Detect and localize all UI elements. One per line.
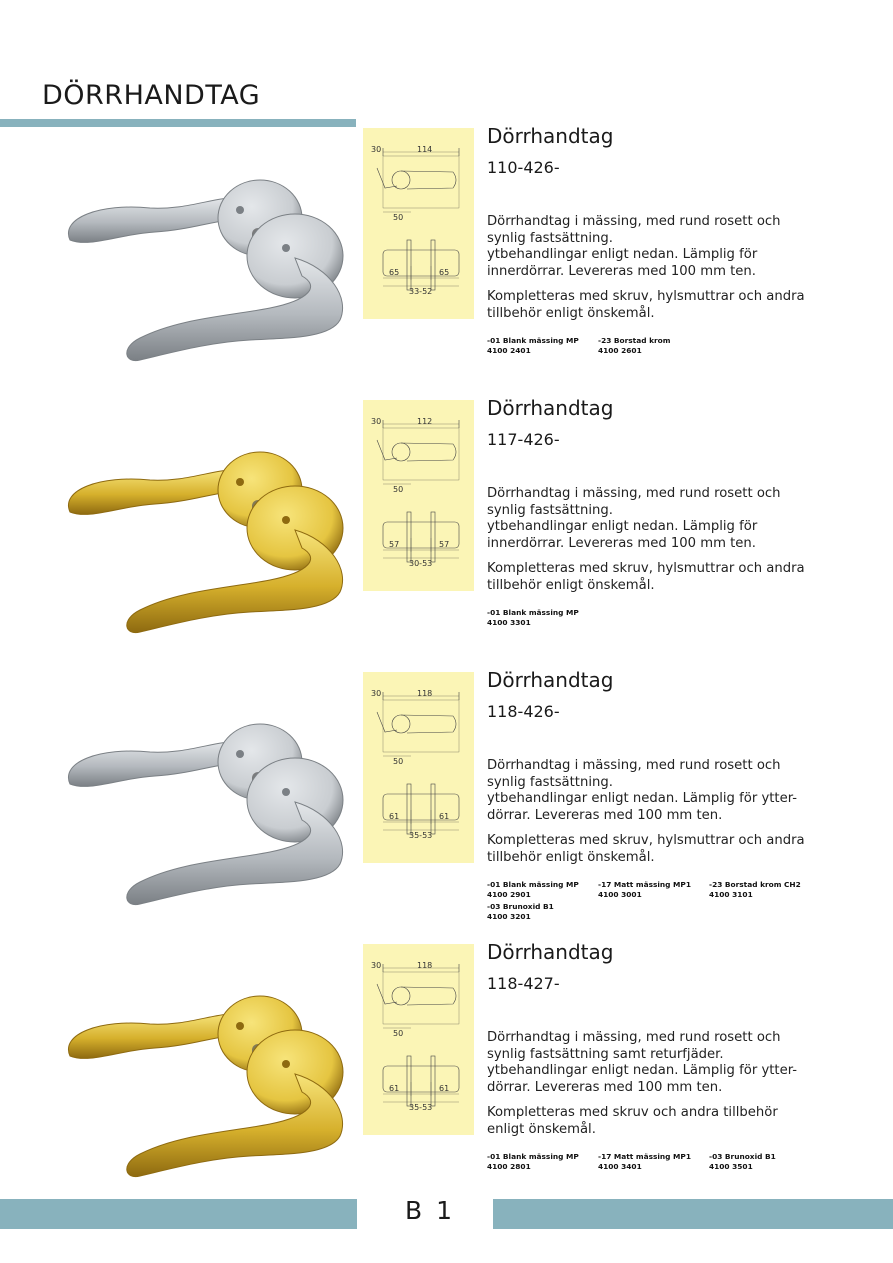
front-lever [127,530,343,633]
variant-label: -17 Matt mässing MP1 [598,1152,691,1161]
description-line: ytbehandlingar enligt nedan. Lämplig för [487,519,758,534]
variant-item [709,880,820,900]
variant-number: 4100 3201 [487,912,531,921]
product-info [487,124,867,358]
dim-d1: 57 [389,540,400,549]
dimension-drawing [363,944,474,1135]
dim-a: 30 [371,145,382,154]
description-line: innerdörrar. Levereras med 100 mm ten. [487,535,756,551]
footer-bar-left [0,1199,357,1229]
description-line: innerdörrar. Levereras med 100 mm ten. [487,263,756,279]
dimension-drawing [363,672,474,863]
extra-line: tillbehör enligt önskemål. [487,577,655,593]
variant-label: -17 Matt mässing MP1 [598,880,691,889]
description-line: synlig fastsättning. [487,774,613,790]
variant-item [487,1152,598,1172]
variant-item [487,608,598,628]
description-line: Dörrhandtag i mässing, med rund rosett och [487,486,781,501]
product-code: 117-426- [487,430,560,449]
variant-label: -01 Blank mässing MP [487,880,579,889]
dim-d2: 57 [439,540,450,549]
footer-bar-right [493,1199,893,1229]
dim-d1: 65 [389,268,400,277]
dimension-drawing [363,400,474,591]
dim-c: 50 [393,1029,404,1038]
product-accessories [487,1105,867,1138]
product-description [487,1030,867,1096]
variant-label: -03 Brunoxid B1 [487,902,554,911]
variant-item [598,336,709,356]
dim-b: 118 [417,961,433,970]
description-line: Dörrhandtag i mässing, med rund rosett och [487,214,781,229]
dim-d2: 65 [439,268,450,277]
description-line: Dörrhandtag i mässing, med rund rosett och [487,1030,781,1045]
variant-list [487,336,827,358]
page-number: B 1 [405,1196,456,1225]
product-name: Dörrhandtag [487,396,614,420]
variant-number: 4100 3501 [709,1162,753,1171]
dim-e: 33-52 [409,287,433,296]
front-lever [127,258,343,361]
dim-e: 35-53 [409,831,433,840]
variant-item [487,902,598,922]
description-line: ytbehandlingar enligt nedan. Lämplig för ytter- [487,791,798,806]
dim-e: 35-53 [409,1103,433,1112]
dim-b: 112 [417,417,433,426]
variant-label: -23 Borstad krom CH2 [709,880,801,889]
header-rule [0,119,356,127]
extra-line: Kompletteras med skruv, hylsmuttrar och andra [487,289,805,304]
variant-label: -03 Brunoxid B1 [709,1152,776,1161]
front-lever [127,1074,343,1177]
dim-a: 30 [371,961,382,970]
dim-b: 118 [417,689,433,698]
product-info [487,396,867,630]
variant-item [487,880,598,900]
variant-label: -01 Blank mässing MP [487,608,579,617]
variant-item [709,1152,820,1172]
product-entry [0,124,893,388]
variant-number: 4100 3001 [598,890,642,899]
front-lever [127,802,343,905]
description-line: Dörrhandtag i mässing, med rund rosett och [487,758,781,773]
description-line: synlig fastsättning samt returfjäder. [487,1046,724,1062]
dim-c: 50 [393,485,404,494]
product-code: 110-426- [487,158,560,177]
variant-label: -23 Borstad krom [598,336,671,345]
product-info [487,940,867,1174]
product-code: 118-427- [487,974,560,993]
product-photo [40,964,360,1184]
product-description [487,758,867,824]
product-info [487,668,867,924]
variant-number: 4100 2601 [598,346,642,355]
dim-a: 30 [371,689,382,698]
product-code: 118-426- [487,702,560,721]
extra-line: tillbehör enligt önskemål. [487,305,655,321]
variant-number: 4100 3101 [709,890,753,899]
dim-d1: 61 [389,812,400,821]
variant-list [487,1152,827,1174]
description-line: dörrar. Levereras med 100 mm ten. [487,1079,723,1095]
dim-c: 50 [393,213,404,222]
variant-label: -01 Blank mässing MP [487,1152,579,1161]
product-accessories [487,833,867,866]
product-name: Dörrhandtag [487,940,614,964]
variant-list [487,880,827,924]
variant-list [487,608,827,630]
product-accessories [487,561,867,594]
variant-item [487,336,598,356]
dim-c: 50 [393,757,404,766]
product-name: Dörrhandtag [487,124,614,148]
extra-line: Kompletteras med skruv och andra tillbehör [487,1105,778,1120]
page-title: DÖRRHANDTAG [42,80,261,111]
dim-d2: 61 [439,812,450,821]
dim-b: 114 [417,145,433,154]
variant-number: 4100 3301 [487,618,531,627]
dim-d1: 61 [389,1084,400,1093]
product-entry [0,668,893,932]
variant-item [598,880,709,900]
extra-line: Kompletteras med skruv, hylsmuttrar och andra [487,833,805,848]
product-description [487,214,867,280]
product-entry [0,396,893,660]
extra-line: Kompletteras med skruv, hylsmuttrar och andra [487,561,805,576]
product-photo [40,692,360,912]
dim-a: 30 [371,417,382,426]
description-line: ytbehandlingar enligt nedan. Lämplig för ytter- [487,1063,798,1078]
description-line: synlig fastsättning. [487,502,613,518]
description-line: synlig fastsättning. [487,230,613,246]
variant-item [598,1152,709,1172]
product-photo [40,148,360,368]
description-line: ytbehandlingar enligt nedan. Lämplig för [487,247,758,262]
extra-line: tillbehör enligt önskemål. [487,849,655,865]
variant-number: 4100 2801 [487,1162,531,1171]
product-entry [0,940,893,1204]
product-photo [40,420,360,640]
product-description [487,486,867,552]
product-accessories [487,289,867,322]
dim-e: 30-53 [409,559,433,568]
variant-number: 4100 2401 [487,346,531,355]
description-line: dörrar. Levereras med 100 mm ten. [487,807,723,823]
variant-number: 4100 2901 [487,890,531,899]
variant-label: -01 Blank mässing MP [487,336,579,345]
variant-number: 4100 3401 [598,1162,642,1171]
product-name: Dörrhandtag [487,668,614,692]
extra-line: enligt önskemål. [487,1121,596,1137]
dimension-drawing [363,128,474,319]
dim-d2: 61 [439,1084,450,1093]
